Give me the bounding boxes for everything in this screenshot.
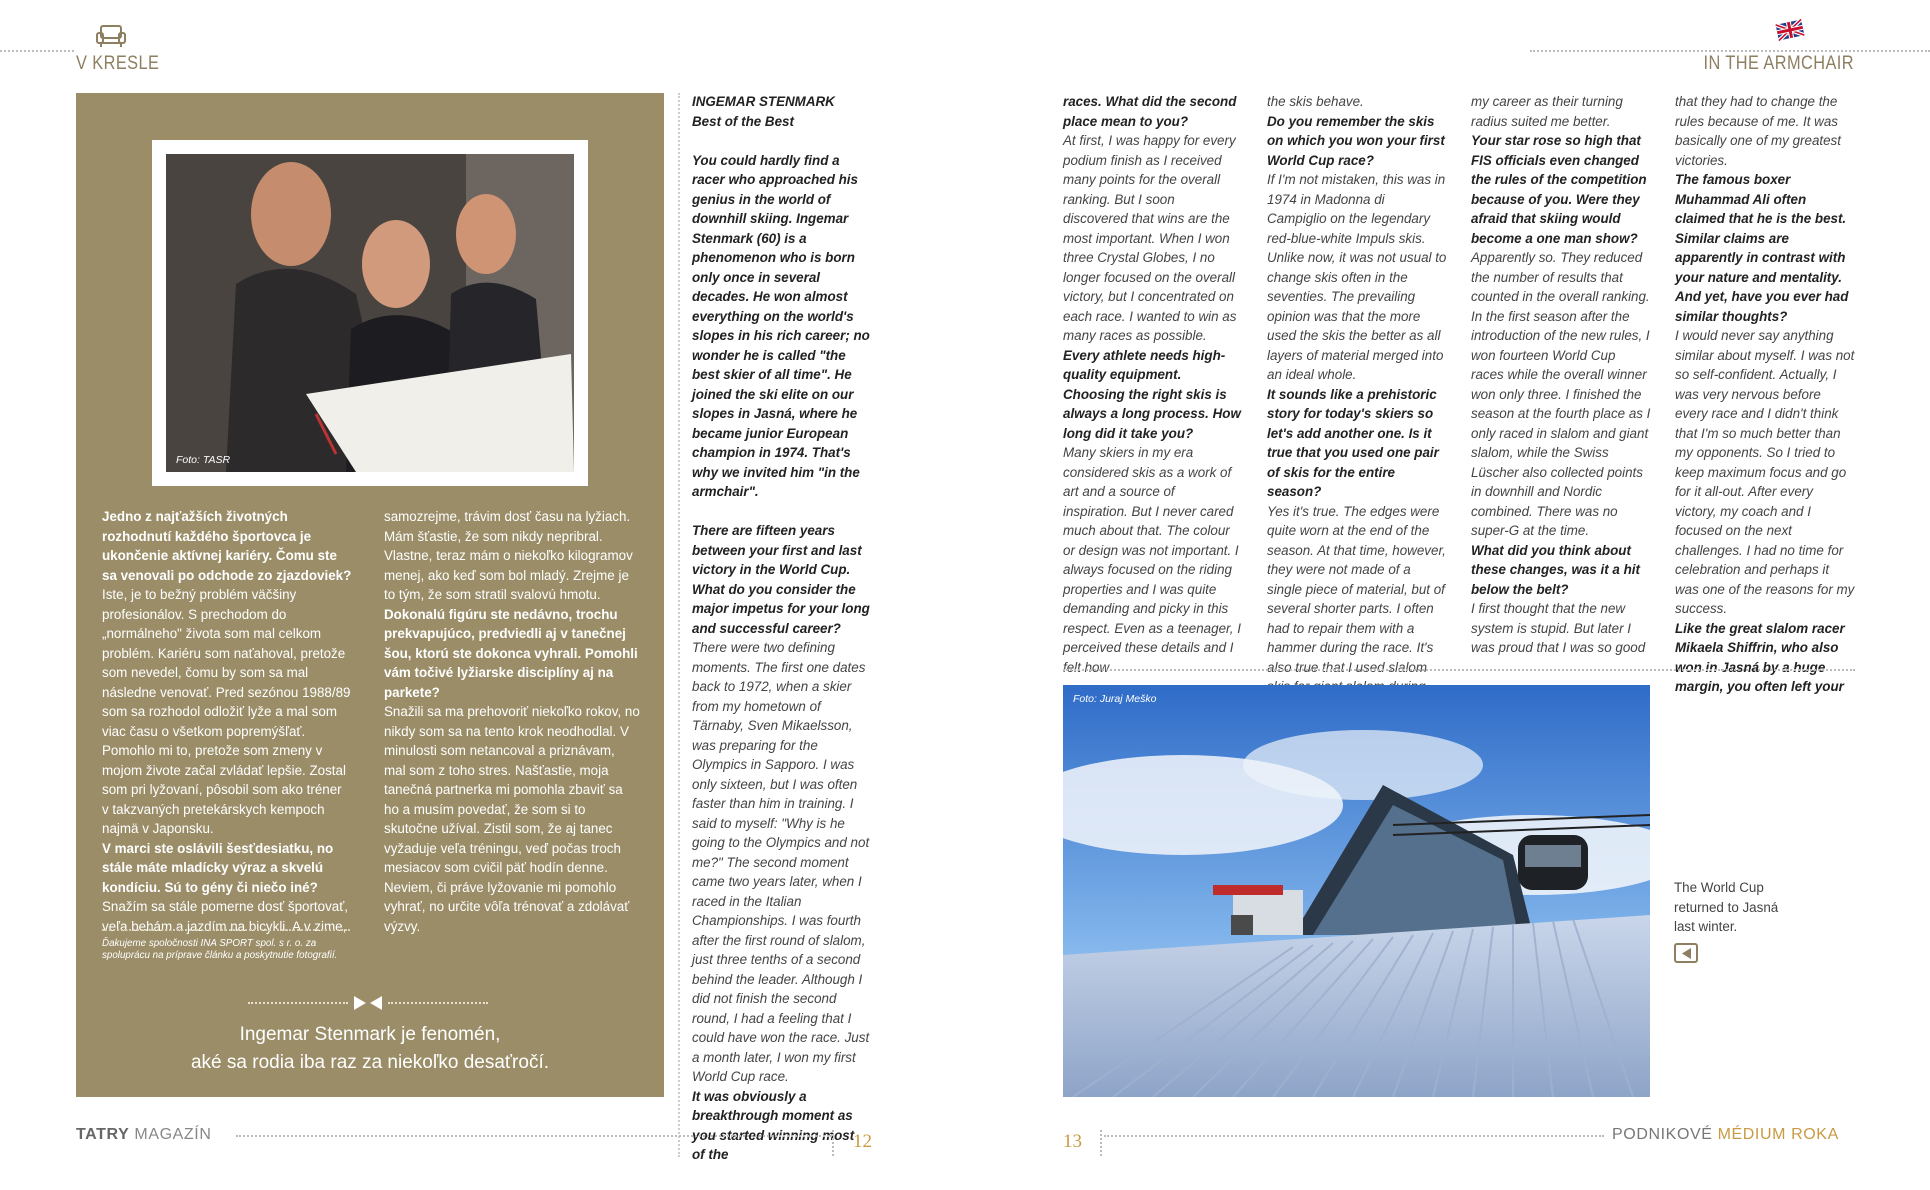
answer: There were two defining moments. The first one dates back to 1972, when a skier from my hometown of Tärnaby, Sven Mikaelsson, was preparing for the Olympics in Sapporo. I was only sixteen, but I was often faster than him in training. I said to myself: "Why is he going to the Olympics and not me?" The second moment came two years later, when I raced in the Italian Championships. I was fourth after the first round of slalom, just three tenths of a second behind the leader. Although I did not finish the second round, I had a feeling that I could have won the race. Just a month later, I won my first World Cup race. <box>692 640 870 1084</box>
jasna-photo <box>1063 685 1650 1097</box>
page-number-right: 13 <box>1063 1131 1082 1152</box>
portrait-photo <box>166 154 574 472</box>
section-title-left: V KRESLE <box>76 53 160 74</box>
question: It sounds like a prehistoric story for today's skiers so let's add another one. Is it true that you used one pair of skis for the entire season? <box>1267 386 1439 499</box>
footer-brand-plain: PODNIKOVÉ <box>1612 1126 1718 1143</box>
section-title-right: IN THE ARMCHAIR <box>1703 53 1854 74</box>
sk-column-2 <box>384 507 640 936</box>
en-column-3 <box>1471 92 1651 658</box>
footer-tick-right <box>1100 1130 1102 1156</box>
answer: Snažím sa stále pomerne dosť športovať, veľa behám a jazdím na bicykli. A v zime, <box>102 899 348 934</box>
answer: I first thought that the new system is stupid. But later I was proud that I was so good <box>1471 601 1646 655</box>
caption-line-2: returned to Jasná <box>1674 899 1779 915</box>
photo-top-rule <box>1063 669 1855 671</box>
thanks-rule <box>102 929 350 931</box>
footer-brand-right <box>1612 1126 1839 1144</box>
question: Dokonalú figúru ste nedávno, trochu prekvapujúco, predviedli aj v tanečnej šou, ktorú ste dokonca vyhrali. Pomohli vám točivé lyžiarske disciplíny aj na parkete? <box>384 606 638 700</box>
answer: I would never say anything similar about myself. I was not so self-confident. Actually, I was very nervous before every race and I didn't think that I'm so much better than my opponents. So I tried to keep maximum focus and go for it all-out. After every victory, my coach and I focused on the next challenges. I had no time for celebration and perhaps it was one of the reasons for my success. <box>1675 328 1855 616</box>
question: There are fifteen years between your first and last victory in the World Cup. What do you consider the major impetus for your long and successful career? <box>692 523 870 636</box>
answer: Many skiers in my era considered skis as a work of art and a source of inspiration. But I never cared much about that. The colour or design was not important. I always focused on the riding properties and I was quite demanding and picky in this respect. Even as a teenager, I perceived these details and I felt how <box>1063 445 1241 675</box>
en-intro-column <box>692 92 870 1165</box>
uk-flag-icon <box>1774 16 1806 44</box>
question: The famous boxer Muhammad Ali often claimed that he is the best. Similar claims are apparently in contrast with your nature and mentality. And yet, have you ever had similar thoughts? <box>1675 172 1849 324</box>
answer: At first, I was happy for every podium finish as I received many points for the overall ranking. But I soon discovered that wins are the most important. When I won three Crystal Globes, I no longer focused on the overall victory, but I concentrated on each race. I wanted to win as many races as possible. <box>1063 133 1237 343</box>
question: What did you think about these changes, was it a hit below the belt? <box>1471 542 1640 597</box>
answer: Apparently so. They reduced the number of results that counted in the overall ranking. In the first season after the introduction of the new rules, I won fourteen World Cup races while the overall winner won only three. I finished the season at the fourth place as I only raced in slalom and giant slalom, while the Swiss Lüscher also collected points in downhill and Nordic combined. There was no super-G at the time. <box>1471 250 1651 538</box>
question: races. What did the second place mean to you? <box>1063 94 1237 129</box>
header-rule-right <box>1530 50 1930 52</box>
column-divider <box>678 93 680 1157</box>
question: Every athlete needs high-quality equipment. Choosing the right skis is always a long process. How long did it take you? <box>1063 347 1241 441</box>
footer-rule-right <box>1104 1135 1604 1137</box>
question: Best of the Best <box>692 113 794 129</box>
en-column-2 <box>1267 92 1447 697</box>
answer: samozrejme, trávim dosť času na lyžiach. Mám šťastie, že som nikdy nepribral. Vlastne, teraz mám o niekoľko kilogramov menej, ako keď som bol mladý. Zrejme je to tým, že som stratil svalovú hmotu. <box>384 509 633 602</box>
sk-column-1 <box>102 507 352 936</box>
answer: If I'm not mistaken, this was in 1974 in Madonna di Campiglio on the legendary red-blue-white Impuls skis. Unlike now, it was not usual to change skis often in the seventies. The prevailing opinion was that the more used the skis the better as all layers of material merged into an ideal whole. <box>1267 172 1447 382</box>
question: Do you remember the skis on which you won your first World Cup race? <box>1267 113 1445 168</box>
question: INGEMAR STENMARK <box>692 94 835 109</box>
pull-quote-line-2: aké sa rodia iba raz za niekoľko desaťročí. <box>190 1052 550 1073</box>
header-rule-left <box>0 50 74 52</box>
answer: Snažili sa ma prehovoriť niekoľko rokov, no nikdy som sa na tento krok neodhodlal. V minulosti som netancoval a priznávam, mal som z toho stres. Našťastie, moja tanečná partnerka mi pomohla zbaviť sa ho a musím povedať, že som si to skutočne užíval. Zistil som, že aj tanec vyžaduje veľa tréningu, veď počas troch mesiacov som cvičil päť hodín denne. Neviem, či práve lyžovanie mi pomohlo vyhrať, no určite vôľa trénovať a zdolávať výzvy. <box>384 704 640 934</box>
answer: that they had to change the rules because of me. It was basically one of my greatest victories. <box>1675 94 1841 168</box>
en-column-1 <box>1063 92 1243 677</box>
armchair-icon <box>96 24 126 48</box>
photo-caption <box>1674 878 1778 937</box>
footer-brand-rest: MAGAZÍN <box>129 1126 212 1143</box>
footer-brand-accent: MÉDIUM ROKA <box>1717 1126 1839 1143</box>
footer-brand-left <box>76 1126 212 1144</box>
question: V marci ste oslávili šesťdesiatku, no stále máte mladícky výraz a skvelú kondíciu. Sú to gény či niečo iné? <box>102 840 334 895</box>
answer: the skis behave. <box>1267 94 1364 109</box>
interview-panel-sk <box>76 93 664 1097</box>
footer-rule-left <box>236 1135 832 1137</box>
thanks-note: Ďakujeme spoločnosti INA SPORT spol. s r. o. za spoluprácu na príprave článku a poskytnutie fotografií. <box>102 938 338 961</box>
photo-credit-right: Foto: Juraj Meško <box>1073 693 1157 705</box>
question: You could hardly find a racer who approached his genius in the world of downhill skiing. Ingemar Stenmark (60) is a phenomenon who is born only once in several decades. He won almost everything on the world's slopes in his rich career; no wonder he is called "the best skier of all time". He joined the ski elite on our slopes in Jasná, where he became junior European champion in 1974. That's why we invited him "in the armchair". <box>692 152 870 499</box>
photo-frame <box>152 140 588 486</box>
answer: Iste, je to bežný problém väčšiny profesionálov. S prechodom do „normálneho" života som mal celkom problém. Kariéru som naťahoval, pretože som nevedel, čomu by som sa mal následne venovať. Pred sezónou 1988/89 som sa rozhodol odložiť lyže a mal som viac času o všetkom popremýšľať. Pomohlo mi to, pretože som zmeny v mojom živote začal zvládať lepšie. Zostal som pri lyžovaní, pôsobil som ako tréner v takzvaných pretekárskych kempoch najmä v Japonsku. <box>102 587 351 836</box>
page-number-left: 12 <box>853 1131 872 1152</box>
quote-divider <box>248 993 488 1013</box>
footer-tick-left <box>832 1130 834 1156</box>
answer: my career as their turning radius suited me better. <box>1471 94 1623 129</box>
caption-line-1: The World Cup <box>1674 880 1764 895</box>
en-column-4 <box>1675 92 1855 697</box>
paragraph-gap <box>692 131 870 151</box>
question: Like the great slalom racer Mikaela Shiffrin, who also won in Jasná by a huge margin, you often left your <box>1675 620 1845 694</box>
pull-quote <box>76 1021 664 1077</box>
question: Your star rose so high that FIS officials even changed the rules of the competition because of you. Were they afraid that skiing would become a one man show? <box>1471 133 1647 246</box>
left-arrow-icon <box>1674 943 1698 963</box>
caption-line-3: last winter. <box>1674 919 1738 934</box>
footer-brand-bold: TATRY <box>76 1126 130 1143</box>
question: Jedno z najťažších životných rozhodnutí každého športovca je ukončenie aktívnej kariéry. Čomu ste sa venovali po odchode zo zjazdoviek? <box>102 509 352 583</box>
answer: Yes it's true. The edges were quite worn at the end of the season. At that time, however, they were not made of a single piece of material, but of several shorter parts. I often had to repair them with a hammer during the race. It's also true that I used slalom <box>1267 503 1446 675</box>
question: It was obviously a breakthrough moment as you started winning most of the <box>692 1088 855 1162</box>
photo-credit: Foto: TASR <box>176 454 231 466</box>
paragraph-gap <box>692 502 870 522</box>
pull-quote-line-1: Ingemar Stenmark je fenomén, <box>239 1024 501 1045</box>
